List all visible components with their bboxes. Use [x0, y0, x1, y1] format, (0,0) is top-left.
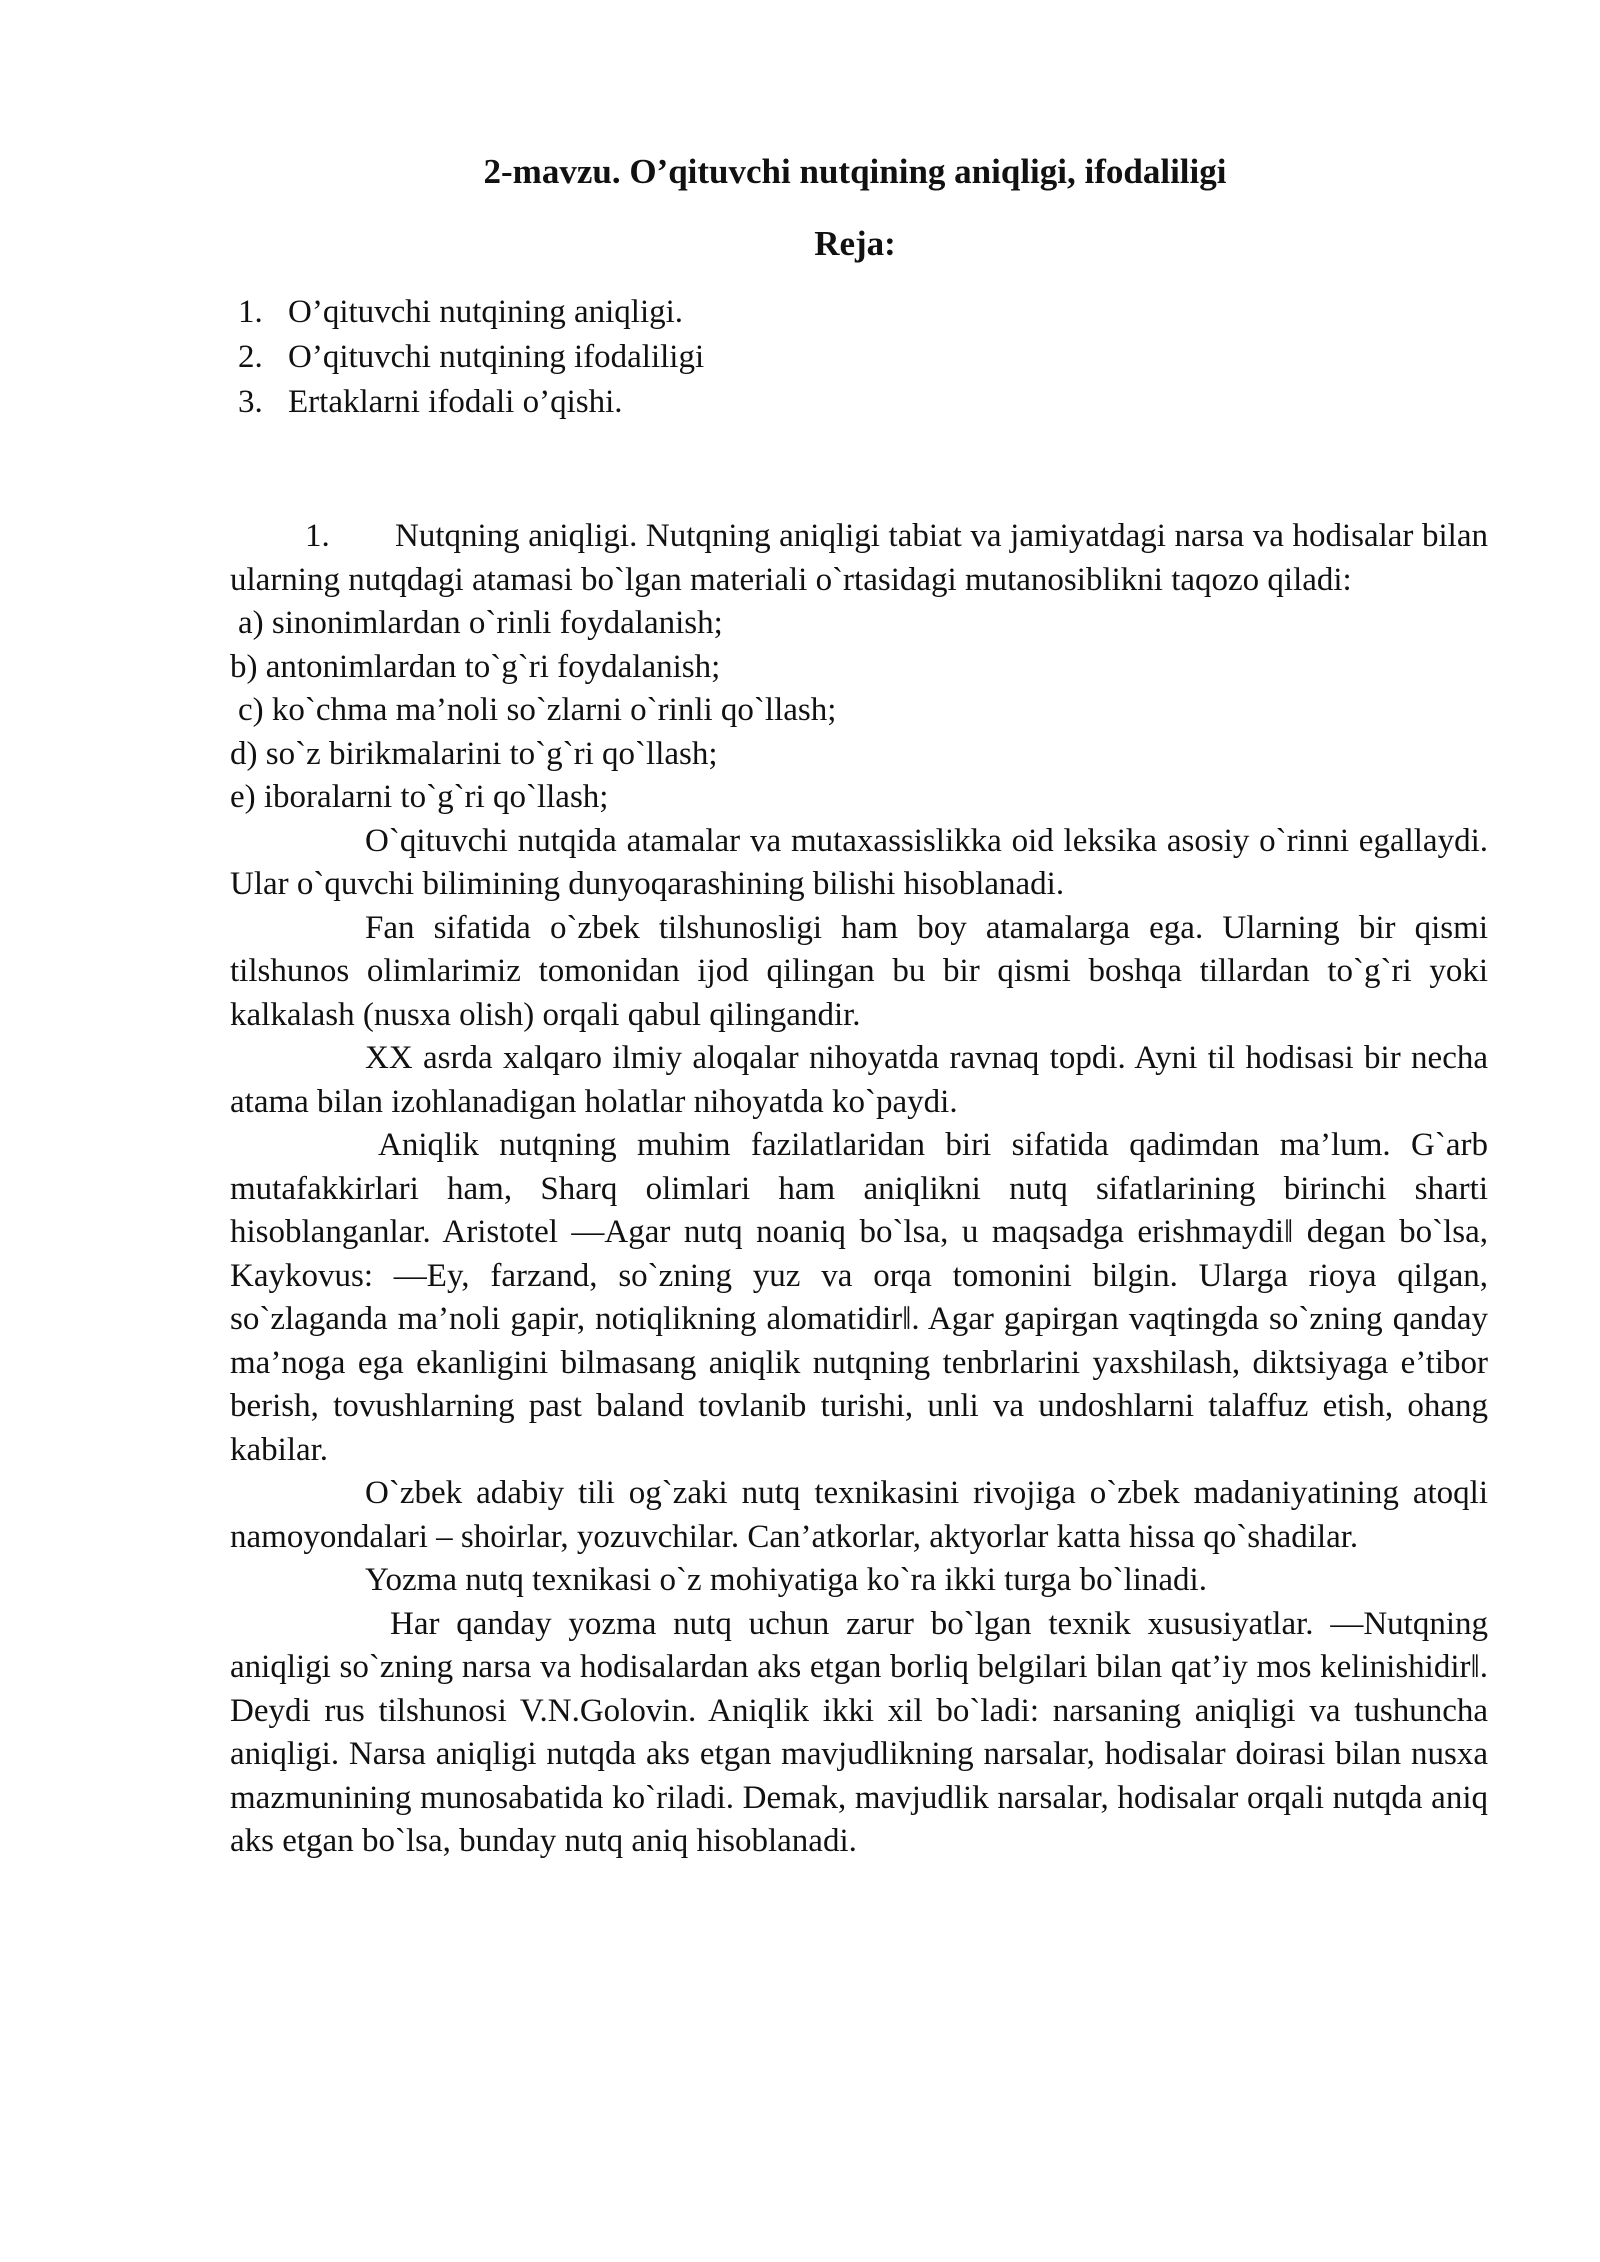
- list-item: c) ko`chma ma’noli so`zlarni o`rinli qo`llash;: [238, 692, 837, 728]
- section-1-text: Nutqning aniqligi. Nutqning aniqligi tabiat va jamiyatdagi narsa va hodisalar bilan ularning nutqdagi atamasi bo`lgan materiali o`rtasidagi mutanosiblikni taqozo qiladi:: [230, 518, 1488, 598]
- list-item: d) so`z birikmalarini to`g`ri qo`llash;: [230, 735, 718, 772]
- list-item: a) sinonimlardan o`rinli foydalanish;: [238, 605, 723, 641]
- plan-item: [238, 380, 704, 425]
- list-item: e) iboralarni to`g`ri qo`llash;: [230, 779, 609, 815]
- body-paragraph: XX asrda xalqaro ilmiy aloqalar nihoyatda ravnaq topdi. Ayni til hodisasi bir necha atama bilan izohlanadigan holatlar nihoyatda ko`paydi.: [230, 1040, 1488, 1120]
- body-paragraph: Yozma nutq texnikasi o`z mohiyatiga ko`ra ikki turga bo`linadi.: [365, 1562, 1207, 1598]
- body-paragraph: Har qanday yozma nutq uchun zarur bo`lgan texnik xususiyatlar. ―Nutqning aniqligi so`zning narsa va hodisalardan aks etgan borliq belgilari bilan qat’iy mos kelinishidir‖. Deydi rus tilshunosi V.N.Golovin. Aniqlik ikki xil bo`ladi: narsaning aniqligi va tushuncha aniqligi. Narsa aniqligi nutqda aks etgan mavjudlikning narsalar, hodisalar doirasi bilan nusxa mazmunining munosabatida ko`riladi. Demak, mavjudlik narsalar, hodisalar orqali nutqda aniq aks etgan bo`lsa, bunday nutq aniq hisoblanadi.: [230, 1605, 1488, 1859]
- section-number: 1.: [305, 518, 330, 554]
- plan-item: [238, 290, 704, 335]
- plan-item-number: 2.: [238, 339, 263, 375]
- plan-item-text: Ertaklarni ifodali o’qishi.: [288, 384, 623, 420]
- body-paragraph: Fan sifatida o`zbek tilshunosligi ham boy atamalarga ega. Ularning bir qismi tilshunos olimlarimiz tomonidan ijod qilingan bu bir qismi boshqa tillardan to`g`ri yoki kalkalash (nusxa olish) orqali qabul qilingandir.: [230, 909, 1488, 1033]
- plan-item-text: O’qituvchi nutqining ifodaliligi: [288, 339, 705, 375]
- body-paragraph: O`qituvchi nutqida atamalar va mutaxassislikka oid leksika asosiy o`rinni egallaydi. Ular o`quvchi bilimining dunyoqarashining bilishi hisoblanadi.: [230, 822, 1488, 902]
- plan-item-number: 3.: [238, 384, 263, 420]
- section-1-paragraph: [230, 515, 1488, 602]
- plan-item-text: O’qituvchi nutqining aniqligi.: [288, 294, 684, 330]
- plan-item: [238, 335, 704, 380]
- document-body: [230, 515, 1488, 1864]
- body-paragraph: Aniqlik nutqning muhim fazilatlaridan biri sifatida qadimdan ma’lum. G`arb mutafakkirlari ham, Sharq olimlari ham aniqlikni nutq sifatlarining birinchi sharti hisoblanganlar. Aristotel ―Agar nutq noaniq bo`lsa, u maqsadga erishmaydi‖ degan bo`lsa, Kaykovus: ―Ey, farzand, so`zning yuz va orqa tomonini bilgin. Ularga rioya qilgan, so`zlaganda ma’noli gapir, notiqlikning alomatidir‖. Agar gapirgan vaqtingda so`zning qanday ma’noga ega ekanligini bilmasang aniqlik nutqning tenbrlarini yaxshilash, diktsiyaga e’tibor berish, tovushlarning past baland tovlanib turishi, unli va undoshlarni talaffuz etish, ohang kabilar.: [230, 1127, 1488, 1468]
- plan-item-number: 1.: [238, 294, 263, 330]
- document-title: 2-mavzu. O’qituvchi nutqining aniqligi, ifodaliligi: [483, 152, 1227, 191]
- plan-list: [238, 290, 704, 425]
- plan-heading: Reja:: [814, 224, 896, 263]
- body-paragraph: O`zbek adabiy tili og`zaki nutq texnikasini rivojiga o`zbek madaniyatining atoqli namoyondalari – shoirlar, yozuvchilar. Can’atkorlar, aktyorlar katta hissa qo`shadilar.: [230, 1475, 1488, 1555]
- list-item: b) antonimlardan to`g`ri foydalanish;: [230, 648, 721, 685]
